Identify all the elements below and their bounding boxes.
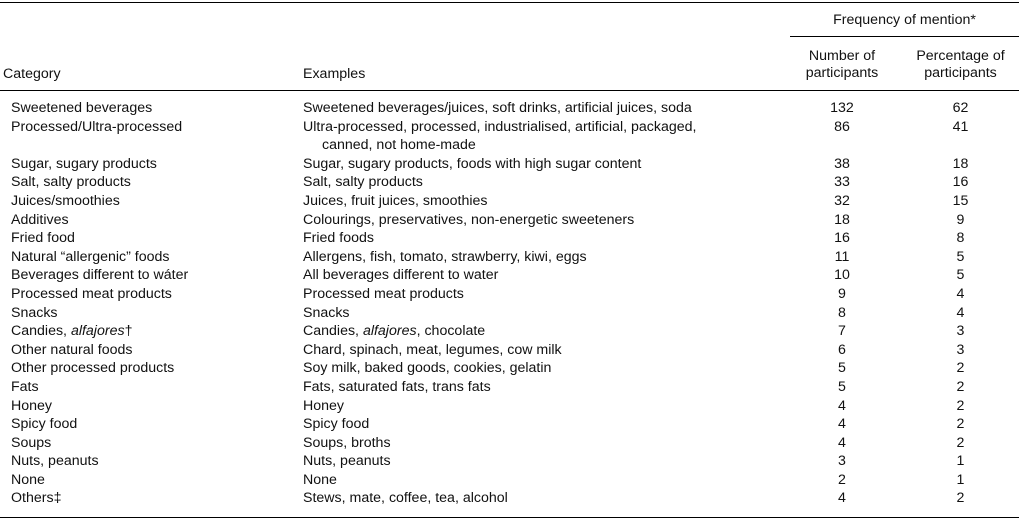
category-italic-text: alfajores <box>70 323 125 340</box>
category-cell: Processed/Ultra-processed <box>11 118 183 135</box>
table-row <box>0 266 1019 285</box>
category-cell: Fried food <box>11 230 75 247</box>
percentage-cell: 2 <box>956 397 965 414</box>
category-cell: Sugar, sugary products <box>11 155 157 172</box>
percentage-cell: 4 <box>956 304 965 321</box>
number-cell: 5 <box>838 360 846 377</box>
number-cell: 132 <box>830 100 854 116</box>
examples-cell <box>303 322 773 341</box>
percentage-cell: 2 <box>956 416 965 433</box>
number-cell: 2 <box>838 471 846 488</box>
examples-cell: Soups, broths <box>303 434 391 451</box>
category-cell: Natural “allergenic” foods <box>11 248 170 265</box>
percentage-cell: 5 <box>956 267 965 284</box>
number-cell: 11 <box>834 248 850 265</box>
column-header-number: Number of participants <box>805 48 879 81</box>
examples-cell: Nuts, peanuts <box>303 453 391 470</box>
percentage-cell: 62 <box>952 100 969 116</box>
category-cell <box>11 322 296 341</box>
category-cell: Other processed products <box>11 360 175 377</box>
number-cell: 5 <box>838 378 846 395</box>
number-cell: 10 <box>834 267 850 284</box>
table-row <box>0 434 1019 453</box>
table-row <box>0 99 1019 118</box>
examples-cell: Salt, salty products <box>303 174 423 191</box>
number-cell: 4 <box>838 416 846 433</box>
examples-cell <box>303 118 773 155</box>
category-cell: Sweetened beverages <box>11 100 153 116</box>
percentage-cell: 41 <box>952 118 969 135</box>
table-row <box>0 155 1019 174</box>
frequency-group-header: Frequency of mention* <box>833 12 976 28</box>
category-cell: Others‡ <box>11 490 62 507</box>
number-cell: 33 <box>834 174 850 191</box>
table-top-rule <box>0 2 1019 3</box>
number-cell: 7 <box>838 323 846 340</box>
percentage-cell: 16 <box>952 174 969 191</box>
number-cell: 4 <box>838 490 846 507</box>
examples-text: Candies, <box>303 323 363 340</box>
examples-line: Ultra-processed, processed, industrialised, artificial, packaged, <box>303 118 697 135</box>
number-cell: 8 <box>838 304 846 321</box>
examples-cell: Soy milk, baked goods, cookies, gelatin <box>303 360 552 377</box>
table-bottom-rule <box>0 517 1019 518</box>
percentage-cell: 3 <box>956 341 965 358</box>
table-row <box>0 304 1019 323</box>
number-cell: 38 <box>834 155 850 172</box>
percentage-cell: 5 <box>956 248 965 265</box>
percentage-cell: 1 <box>956 471 965 488</box>
examples-line-continued: canned, not home-made <box>322 137 476 154</box>
percentage-cell: 2 <box>956 434 965 451</box>
table-row <box>0 397 1019 416</box>
percentage-cell: 1 <box>956 453 965 470</box>
category-cell: Processed meat products <box>11 285 172 302</box>
examples-cell: Stews, mate, coffee, tea, alcohol <box>303 490 508 507</box>
table-row <box>0 359 1019 378</box>
table-row <box>0 285 1019 304</box>
percentage-cell: 9 <box>956 211 965 228</box>
examples-cell: Snacks <box>303 304 350 321</box>
examples-cell: Chard, spinach, meat, legumes, cow milk <box>303 341 562 358</box>
table-row <box>0 471 1019 490</box>
percentage-cell: 18 <box>952 155 969 172</box>
examples-cell: Honey <box>303 397 345 414</box>
examples-cell: Fats, saturated fats, trans fats <box>303 378 491 395</box>
number-cell: 4 <box>838 434 846 451</box>
category-cell: Other natural foods <box>11 341 133 358</box>
examples-cell: None <box>303 471 337 488</box>
percentage-cell: 2 <box>956 360 965 377</box>
examples-cell: Juices, fruit juices, smoothies <box>303 192 488 209</box>
table-row <box>0 341 1019 360</box>
number-cell: 86 <box>834 118 850 135</box>
table-row <box>0 322 1019 341</box>
table-row <box>0 118 1019 155</box>
examples-cell: Sweetened beverages/juices, soft drinks, artificial juices, soda <box>303 100 692 116</box>
frequency-group-rule <box>790 36 1019 37</box>
table-row <box>0 378 1019 397</box>
examples-cell: Sugar, sugary products, foods with high sugar content <box>303 155 642 172</box>
table-row <box>0 489 1019 508</box>
column-header-percentage: Percentage of participants <box>916 48 1005 81</box>
table-row <box>0 248 1019 267</box>
examples-italic-text: alfajores <box>362 323 417 340</box>
examples-cell: Allergens, fish, tomato, strawberry, kiwi, eggs <box>303 248 587 265</box>
category-cell: Spicy food <box>11 416 78 433</box>
table-row <box>0 229 1019 248</box>
table-row <box>0 415 1019 434</box>
number-cell: 6 <box>838 341 846 358</box>
category-cell: Salt, salty products <box>11 174 131 191</box>
category-cell: Juices/smoothies <box>11 192 120 209</box>
percentage-cell: 2 <box>956 378 965 395</box>
examples-cell: Processed meat products <box>303 285 464 302</box>
category-cell: Snacks <box>11 304 58 321</box>
category-cell: Beverages different to wáter <box>11 267 189 284</box>
category-cell: Nuts, peanuts <box>11 453 99 470</box>
percentage-cell: 8 <box>956 230 965 247</box>
examples-cell: Fried foods <box>303 230 374 247</box>
number-cell: 18 <box>834 211 850 228</box>
category-cell: Soups <box>11 434 52 451</box>
category-text: Candies, <box>11 323 71 340</box>
column-header-category: Category <box>3 66 61 82</box>
category-cell: Honey <box>11 397 53 414</box>
category-cell: Fats <box>11 378 39 395</box>
examples-cell: Spicy food <box>303 416 370 433</box>
percentage-cell: 2 <box>956 490 965 507</box>
number-cell: 4 <box>838 397 846 414</box>
category-cell: Additives <box>11 211 69 228</box>
percentage-cell: 15 <box>952 192 969 209</box>
number-cell: 32 <box>834 192 850 209</box>
percentage-cell: 4 <box>956 285 965 302</box>
table-header-rule <box>0 90 1019 91</box>
table-row <box>0 452 1019 471</box>
examples-cell: All beverages different to water <box>303 267 499 284</box>
number-cell: 3 <box>838 453 846 470</box>
table-row <box>0 211 1019 230</box>
number-cell: 16 <box>834 230 850 247</box>
table-row <box>0 173 1019 192</box>
category-cell: None <box>11 471 45 488</box>
number-cell: 9 <box>838 285 846 302</box>
footnote-mark: † <box>124 323 133 340</box>
column-header-examples: Examples <box>303 66 366 82</box>
examples-text-rest: , chocolate <box>416 323 486 340</box>
table-row <box>0 192 1019 211</box>
examples-cell: Colourings, preservatives, non-energetic sweeteners <box>303 211 635 228</box>
table-body <box>0 99 1019 508</box>
percentage-cell: 3 <box>956 323 965 340</box>
